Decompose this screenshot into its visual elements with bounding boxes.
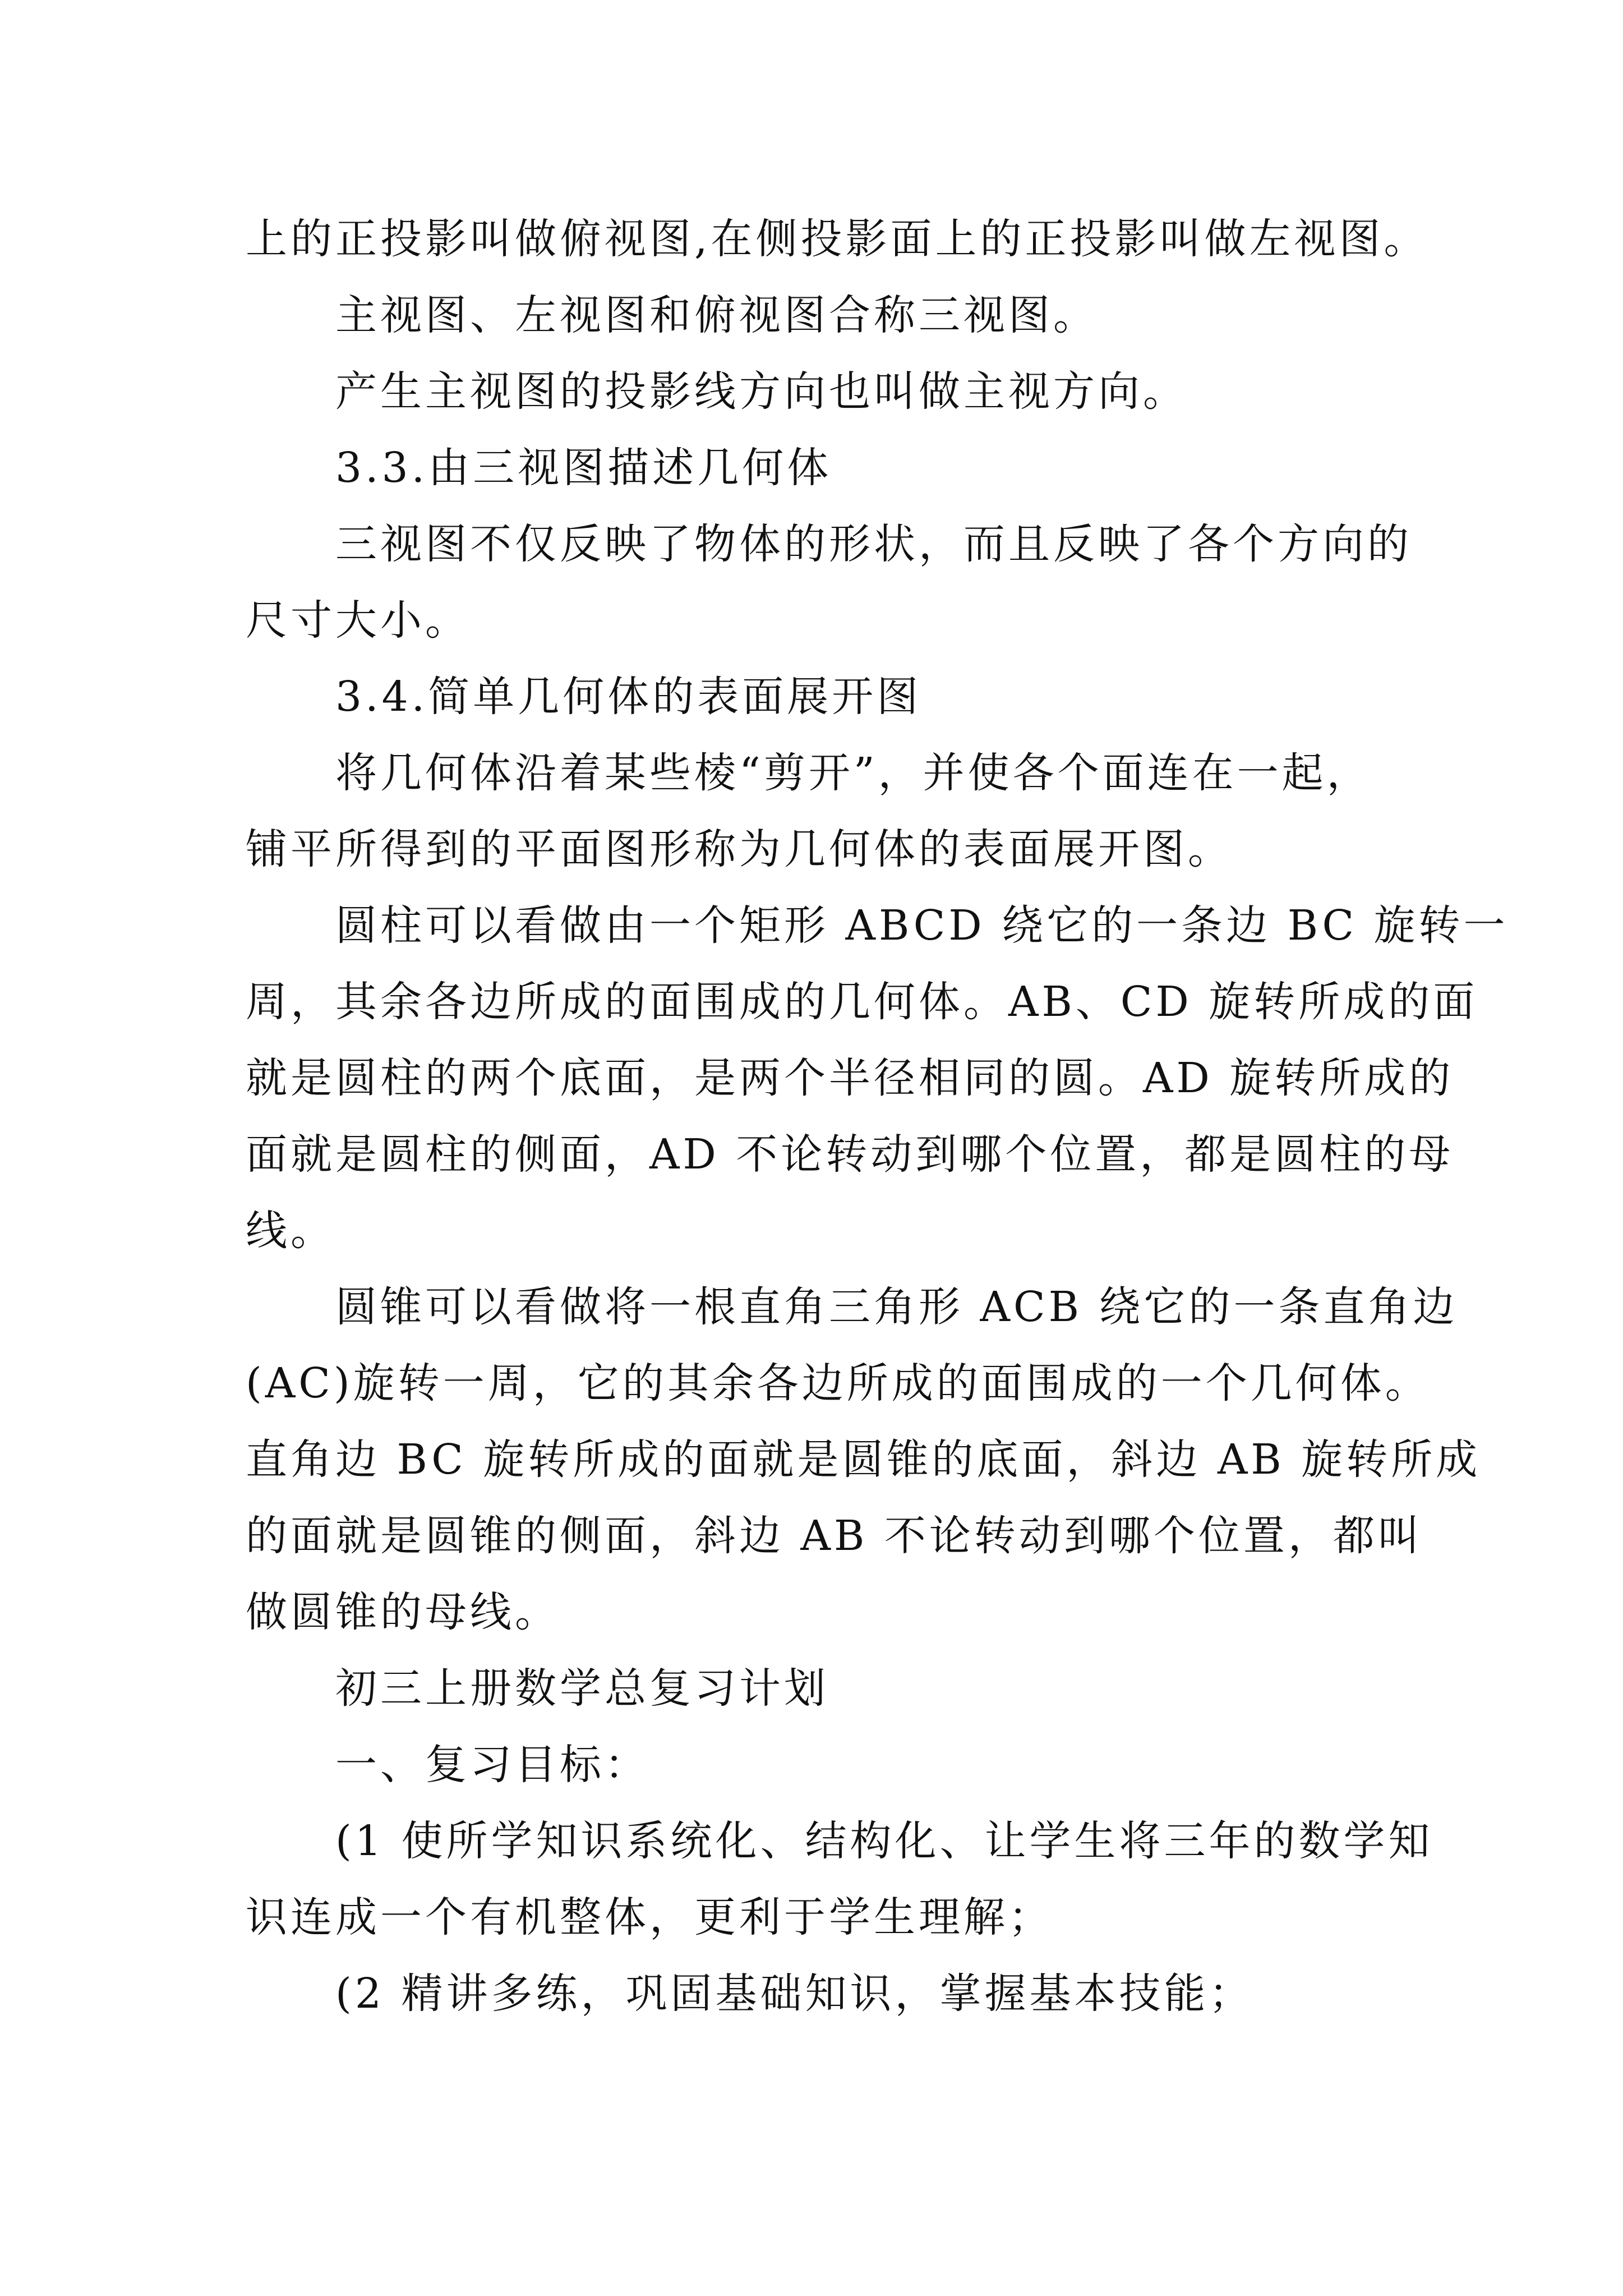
section-heading: 3.4.简单几何体的表面展开图 xyxy=(335,673,922,721)
section-heading: 3.3.由三视图描述几何体 xyxy=(335,444,832,492)
text-line: 的面就是圆锥的侧面，斜边 AB 不论转动到哪个位置，都叫 xyxy=(246,1512,1423,1560)
text-line: 上的正投影叫做俯视图,在侧投影面上的正投影叫做左视图。 xyxy=(246,215,1429,263)
text-line: 周，其余各边所成的面围成的几何体。AB、CD 旋转所成的面 xyxy=(246,978,1478,1026)
text-line: 一、复习目标： xyxy=(335,1741,649,1789)
text-line: 识连成一个有机整体，更利于学生理解； xyxy=(246,1893,1053,1941)
text-line: 直角边 BC 旋转所成的面就是圆锥的底面，斜边 AB 旋转所成 xyxy=(246,1435,1481,1484)
text-line: (AC)旋转一周，它的其余各边所成的面围成的一个几何体。 xyxy=(246,1359,1430,1407)
text-line: 铺平所得到的平面图形称为几何体的表面展开图。 xyxy=(246,825,1233,873)
text-line: 产生主视图的投影线方向也叫做主视方向。 xyxy=(335,367,1188,416)
text-line: 将几何体沿着某些棱“剪开”，并使各个面连在一起， xyxy=(335,749,1372,797)
text-line: 圆柱可以看做由一个矩形 ABCD 绕它的一条边 BC 旋转一 xyxy=(335,901,1509,950)
section-heading: 初三上册数学总复习计划 xyxy=(335,1664,829,1713)
text-line: 线。 xyxy=(246,1207,335,1255)
text-line: 就是圆柱的两个底面，是两个半径相同的圆。AD 旋转所成的 xyxy=(246,1054,1454,1102)
text-line: 主视图、左视图和俯视图合称三视图。 xyxy=(335,291,1098,339)
text-line: 面就是圆柱的侧面，AD 不论转动到哪个位置，都是圆柱的母 xyxy=(246,1130,1454,1179)
text-line: 三视图不仅反映了物体的形状，而且反映了各个方向的 xyxy=(335,520,1412,568)
text-line: (1 使所学知识系统化、结构化、让学生将三年的数学知 xyxy=(335,1817,1433,1865)
text-line: (2 精讲多练，巩固基础知识，掌握基本技能； xyxy=(335,1970,1254,2018)
text-line: 圆锥可以看做将一根直角三角形 ACB 绕它的一条直角边 xyxy=(335,1283,1458,1331)
text-line: 尺寸大小。 xyxy=(246,596,470,645)
text-line: 做圆锥的母线。 xyxy=(246,1588,560,1636)
